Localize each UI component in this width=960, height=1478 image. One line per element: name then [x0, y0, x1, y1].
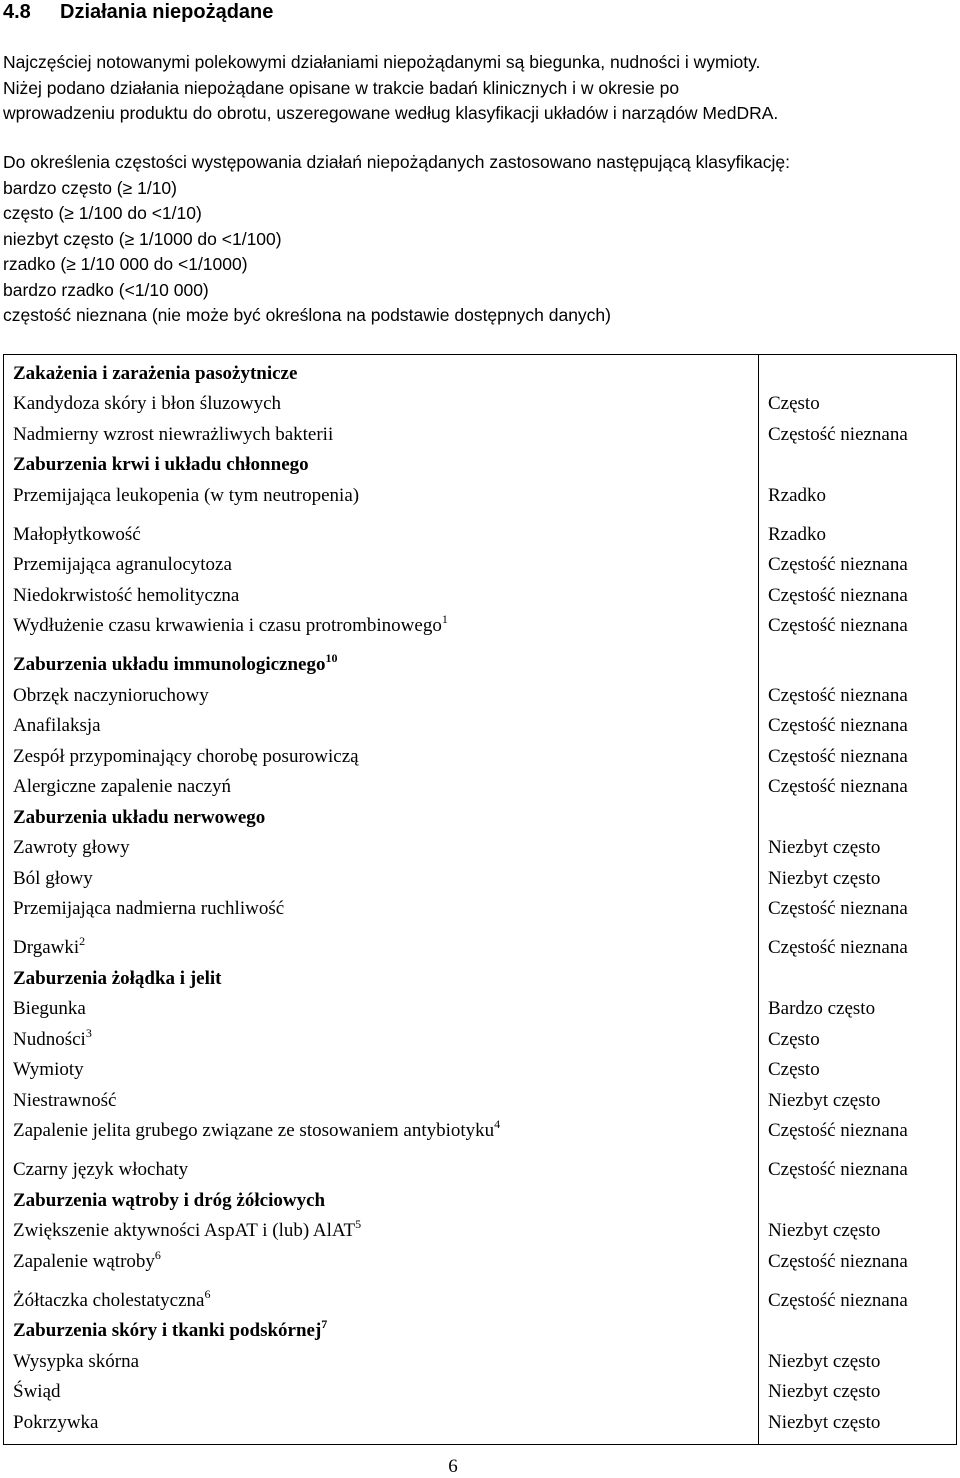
frequency-item: niezbyt często (≥ 1/1000 do <1/100)	[3, 228, 282, 249]
table-section-row	[4, 803, 957, 834]
adverse-reaction	[4, 1055, 759, 1086]
frequency-cell: Często	[759, 389, 957, 420]
term-text: Małopłytkowość	[13, 523, 141, 545]
table-row	[4, 1408, 957, 1445]
adverse-reaction	[4, 550, 759, 581]
frequency-cell: Często	[759, 1025, 957, 1056]
adverse-effects-table	[3, 354, 957, 1445]
adverse-effects-table-body	[4, 355, 957, 1445]
adverse-reaction	[4, 1347, 759, 1378]
system-organ-class	[4, 1316, 759, 1347]
frequency-lead: Do określenia częstości występowania działań niepożądanych zastosowano następującą klasyfikację:	[3, 152, 790, 172]
table-section-row	[4, 450, 957, 481]
frequency-cell: Częstość nieznana	[759, 742, 957, 773]
term-text: Alergiczne zapalenie naczyń	[13, 776, 232, 797]
term-text: Żółtaczka cholestatyczna	[13, 1289, 205, 1311]
term-text: Ból głowy	[13, 867, 93, 889]
frequency-cell: Niezbyt często	[759, 1086, 957, 1117]
term-text: Zaburzenia skóry i tkanki podskórnej	[13, 1320, 322, 1341]
term-text: Zaburzenia układu nerwowego	[13, 806, 266, 828]
frequency-cell: Częstość nieznana	[759, 581, 957, 612]
table-row	[4, 1025, 957, 1056]
table-row	[4, 864, 957, 895]
frequency-cell: Częstość nieznana	[759, 1247, 957, 1286]
adverse-reaction	[4, 1116, 759, 1155]
table-row	[4, 1055, 957, 1086]
intro-line-3: wprowadzeniu produktu do obrotu, uszeregowane według klasyfikacji układów i narządów MedDRA.	[3, 103, 779, 123]
frequency-cell	[759, 964, 957, 995]
intro-paragraph	[3, 50, 953, 127]
system-organ-class	[4, 450, 759, 481]
footnote-ref: 4	[494, 1117, 501, 1131]
table-row	[4, 1086, 957, 1117]
footnote-ref: 10	[325, 651, 338, 665]
frequency-cell: Niezbyt często	[759, 833, 957, 864]
frequency-paragraph	[3, 150, 953, 329]
table-section-row	[4, 1186, 957, 1217]
term-text: Przemijająca nadmierna ruchliwość	[13, 898, 285, 919]
adverse-reaction	[4, 864, 759, 895]
frequency-cell	[759, 1186, 957, 1217]
frequency-cell: Częstość nieznana	[759, 894, 957, 933]
adverse-reaction	[4, 681, 759, 712]
table-row	[4, 1247, 957, 1286]
term-text: Zapalenie wątroby	[13, 1250, 155, 1272]
frequency-cell: Częstość nieznana	[759, 933, 957, 964]
table-row	[4, 611, 957, 650]
frequency-cell: Częstość nieznana	[759, 1155, 957, 1186]
term-text: Zawroty głowy	[13, 837, 130, 858]
frequency-cell	[759, 450, 957, 481]
frequency-cell: Częstość nieznana	[759, 611, 957, 650]
term-text: Zaburzenia żołądka i jelit	[13, 967, 222, 989]
term-text: Nudności	[13, 1028, 86, 1050]
frequency-cell	[759, 1316, 957, 1347]
section-number: 4.8	[3, 1, 31, 23]
adverse-reaction	[4, 420, 759, 451]
frequency-cell: Niezbyt często	[759, 1347, 957, 1378]
footnote-ref: 3	[85, 1025, 92, 1040]
adverse-reaction	[4, 772, 759, 803]
table-row	[4, 1216, 957, 1247]
section-title: Działania niepożądane	[60, 1, 274, 23]
frequency-cell: Częstość nieznana	[759, 772, 957, 803]
frequency-cell	[759, 803, 957, 834]
frequency-cell: Częstość nieznana	[759, 420, 957, 451]
frequency-item: często (≥ 1/100 do <1/10)	[3, 203, 202, 223]
frequency-cell: Często	[759, 1055, 957, 1086]
adverse-reaction	[4, 520, 759, 551]
footnote-ref: 5	[355, 1217, 362, 1231]
table-row	[4, 420, 957, 451]
footnote-ref: 7	[321, 1317, 328, 1331]
frequency-cell: Częstość nieznana	[759, 1116, 957, 1155]
adverse-reaction	[4, 994, 759, 1025]
term-text: Przemijająca agranulocytoza	[13, 554, 232, 575]
table-row	[4, 894, 957, 933]
term-text: Niedokrwistość hemolityczna	[13, 584, 240, 606]
table-row	[4, 1377, 957, 1408]
footnote-ref: 6	[154, 1247, 161, 1262]
table-section-row	[4, 1316, 957, 1347]
term-text: Nadmierny wzrost niewrażliwych bakterii	[13, 423, 334, 445]
footnote-ref: 6	[204, 1286, 211, 1301]
table-row	[4, 711, 957, 742]
table-row	[4, 481, 957, 520]
adverse-reaction	[4, 1025, 759, 1056]
term-text: Czarny język włochaty	[13, 1159, 189, 1180]
adverse-reaction	[4, 933, 759, 964]
frequency-item: bardzo rzadko (<1/10 000)	[3, 279, 209, 300]
term-text: Wymioty	[13, 1059, 84, 1080]
system-organ-class	[4, 355, 759, 390]
adverse-reaction	[4, 581, 759, 612]
frequency-cell: Rzadko	[759, 520, 957, 551]
system-organ-class	[4, 964, 759, 995]
adverse-reaction	[4, 1408, 759, 1445]
adverse-reaction	[4, 833, 759, 864]
frequency-item: częstość nieznana (nie może być określona na podstawie dostępnych danych)	[3, 305, 611, 325]
term-text: Zapalenie jelita grubego związane ze stosowaniem antybiotyku	[13, 1120, 495, 1141]
term-text: Zespół przypominający chorobę posurowiczą	[13, 745, 359, 767]
page-number: 6	[448, 1456, 458, 1477]
intro-line-1: Najczęściej notowanymi polekowymi działaniami niepożądanymi są biegunka, nudności i wymioty.	[3, 52, 761, 72]
frequency-cell: Niezbyt często	[759, 1408, 957, 1445]
system-organ-class	[4, 1186, 759, 1217]
adverse-reaction	[4, 742, 759, 773]
adverse-reaction	[4, 1377, 759, 1408]
system-organ-class	[4, 803, 759, 834]
adverse-reaction	[4, 1216, 759, 1247]
table-row	[4, 933, 957, 964]
table-row	[4, 581, 957, 612]
adverse-reaction	[4, 1247, 759, 1286]
table-section-row	[4, 355, 957, 390]
term-text: Wysypka skórna	[13, 1350, 140, 1372]
frequency-cell: Rzadko	[759, 481, 957, 520]
frequency-cell: Częstość nieznana	[759, 550, 957, 581]
table-row	[4, 1116, 957, 1155]
adverse-reaction	[4, 894, 759, 933]
term-text: Zaburzenia wątroby i dróg żółciowych	[13, 1189, 326, 1211]
frequency-cell: Niezbyt często	[759, 864, 957, 895]
table-row	[4, 772, 957, 803]
term-text: Drgawki	[13, 937, 80, 958]
table-row	[4, 520, 957, 551]
table-row	[4, 994, 957, 1025]
term-text: Biegunka	[13, 998, 86, 1019]
adverse-reaction	[4, 711, 759, 742]
frequency-cell: Niezbyt często	[759, 1216, 957, 1247]
term-text: Świąd	[13, 1381, 61, 1402]
table-row	[4, 1286, 957, 1317]
table-row	[4, 742, 957, 773]
term-text: Zaburzenia krwi i układu chłonnego	[13, 454, 309, 475]
frequency-cell	[759, 355, 957, 390]
adverse-reaction	[4, 1086, 759, 1117]
adverse-reaction	[4, 389, 759, 420]
adverse-reaction	[4, 481, 759, 520]
frequency-item: bardzo często (≥ 1/10)	[3, 177, 177, 198]
footnote-ref: 1	[441, 612, 448, 626]
frequency-cell: Częstość nieznana	[759, 1286, 957, 1317]
table-row	[4, 389, 957, 420]
intro-line-2: Niżej podano działania niepożądane opisane w trakcie badań klinicznych i w okresie po	[3, 77, 680, 98]
term-text: Zaburzenia układu immunologicznego	[13, 654, 326, 675]
term-text: Pokrzywka	[13, 1411, 99, 1433]
frequency-cell	[759, 650, 957, 681]
table-row	[4, 833, 957, 864]
term-text: Wydłużenie czasu krwawienia i czasu protrombinowego	[13, 615, 442, 636]
frequency-cell: Częstość nieznana	[759, 681, 957, 712]
term-text: Obrzęk naczynioruchowy	[13, 684, 209, 706]
table-section-row	[4, 964, 957, 995]
table-row	[4, 550, 957, 581]
table-row	[4, 1347, 957, 1378]
table-section-row	[4, 650, 957, 681]
section-heading	[3, 0, 273, 24]
table-row	[4, 681, 957, 712]
term-text: Niestrawność	[13, 1089, 117, 1111]
system-organ-class	[4, 650, 759, 681]
frequency-cell: Niezbyt często	[759, 1377, 957, 1408]
term-text: Zwiększenie aktywności AspAT i (lub) AlAT	[13, 1220, 356, 1241]
frequency-item: rzadko (≥ 1/10 000 do <1/1000)	[3, 254, 248, 274]
adverse-reaction	[4, 1286, 759, 1317]
table-row	[4, 1155, 957, 1186]
term-text: Zakażenia i zarażenia pasożytnicze	[13, 363, 298, 384]
term-text: Kandydoza skóry i błon śluzowych	[13, 393, 282, 414]
term-text: Anafilaksja	[13, 715, 101, 736]
adverse-reaction	[4, 611, 759, 650]
footnote-ref: 2	[79, 934, 86, 948]
frequency-cell: Bardzo często	[759, 994, 957, 1025]
adverse-reaction	[4, 1155, 759, 1186]
term-text: Przemijająca leukopenia (w tym neutropenia)	[13, 484, 360, 506]
frequency-cell: Częstość nieznana	[759, 711, 957, 742]
